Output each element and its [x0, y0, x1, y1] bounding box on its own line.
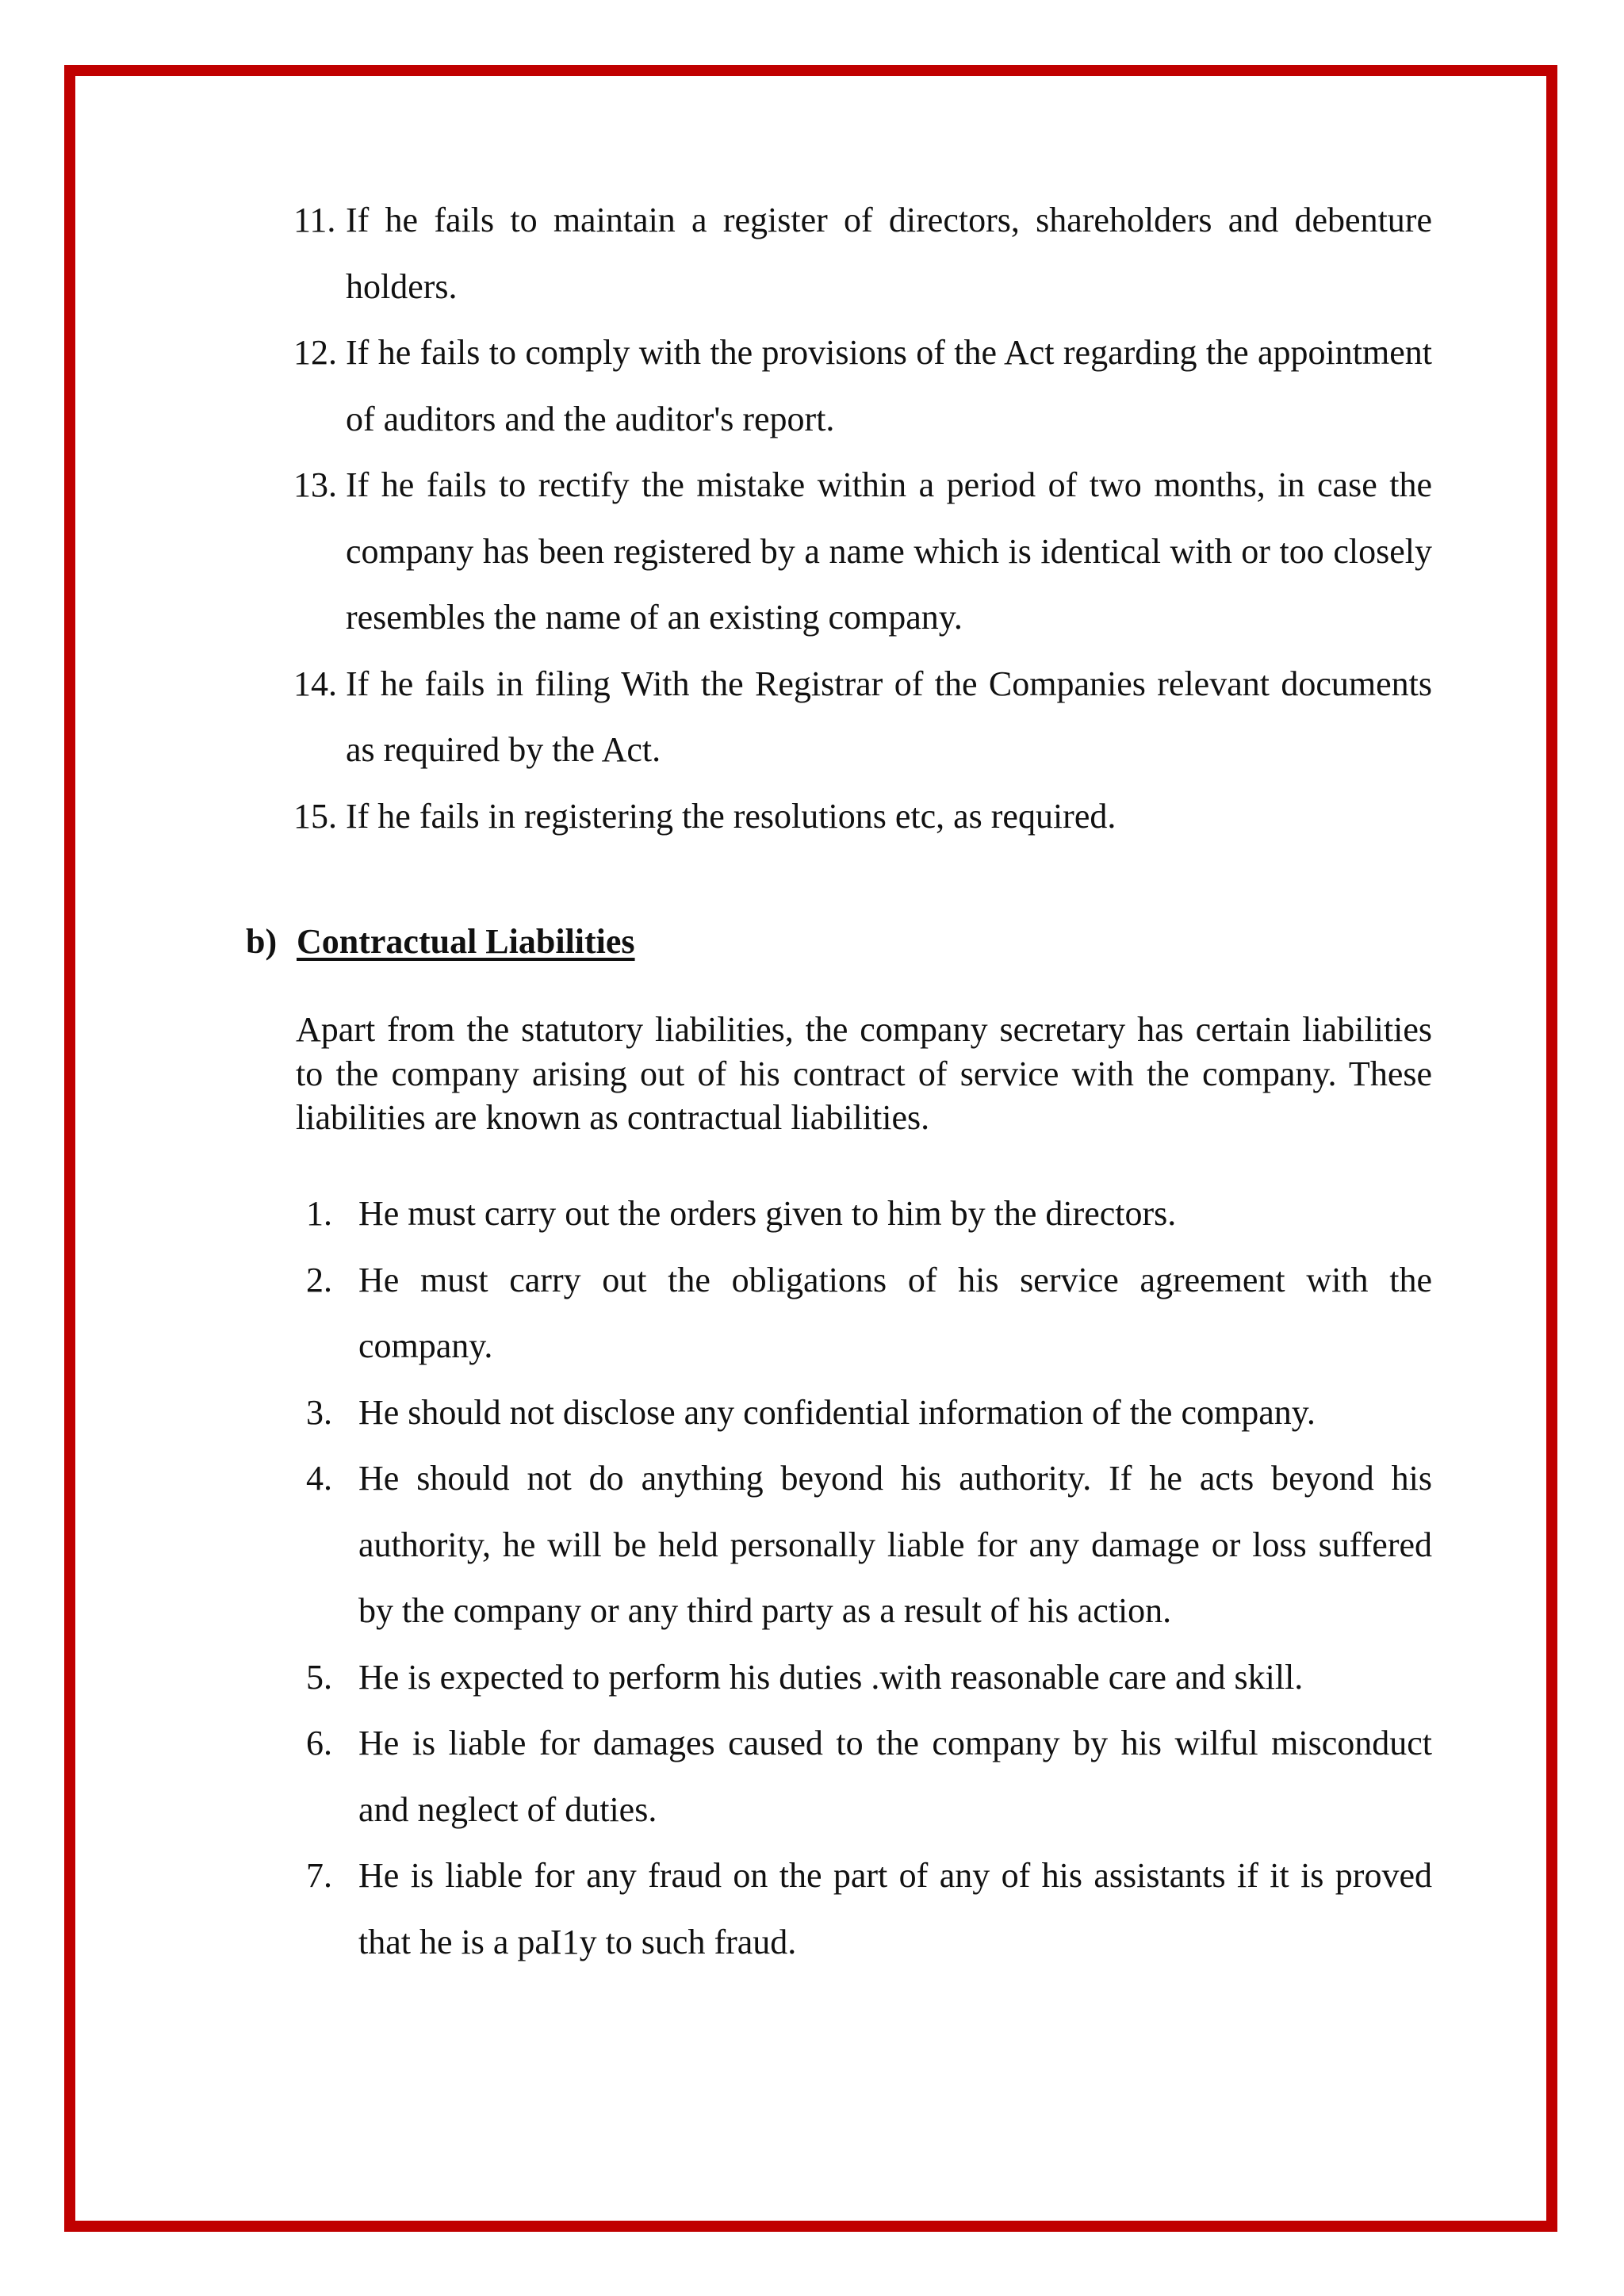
list-item-text: He should not disclose any confidential information of the company. [358, 1392, 1316, 1432]
list-item [293, 783, 1432, 850]
list-item-number: 15. [293, 796, 337, 836]
list-item [306, 1843, 1432, 1975]
list-item-number: 2. [306, 1260, 332, 1299]
list-item-number: 7. [306, 1856, 332, 1895]
list-item [293, 320, 1432, 452]
list-item-text: He is liable for damages caused to the company by his wilful misconduct and neglect of duties. [358, 1724, 1432, 1829]
list-item-text: He must carry out the orders given to him by the directors. [358, 1194, 1177, 1233]
list-item [306, 1181, 1432, 1247]
list-item-number: 6. [306, 1724, 332, 1762]
list-item [306, 1710, 1432, 1843]
list-item-number: 5. [306, 1657, 332, 1697]
list-item [306, 1644, 1432, 1711]
list-item-text: He must carry out the obligations of his service agreement with the company. [358, 1260, 1432, 1365]
list-item-text: He is liable for any fraud on the part of any of his assistants if it is proved that he is a paI1y to such fraud. [358, 1856, 1432, 1961]
list-item-number: 12. [293, 333, 337, 372]
list-item-text: If he fails in filing With the Registrar of the Companies relevant documents as required by the Act. [346, 664, 1432, 769]
section-marker: b) [246, 922, 278, 961]
list-item [306, 1445, 1432, 1644]
contractual-liabilities-list [306, 1181, 1432, 1975]
list-item [306, 1380, 1432, 1446]
list-item-number: 4. [306, 1459, 332, 1498]
list-item-text: If he fails in registering the resolutions etc, as required. [346, 796, 1116, 836]
list-item-number: 14. [293, 664, 337, 703]
section-intro-paragraph: Apart from the statutory liabilities, the company secretary has certain liabilities to the company arising out of his contract of service with the company. These liabilities are known as contractual liabilities. [296, 1010, 1432, 1137]
list-item-text: He is expected to perform his duties .with reasonable care and skill. [358, 1657, 1304, 1697]
list-item [293, 651, 1432, 783]
list-item-number: 3. [306, 1392, 332, 1432]
list-item-number: 11. [293, 201, 336, 239]
list-item [306, 1247, 1432, 1380]
section-heading [246, 918, 635, 966]
list-item-number: 13. [293, 465, 337, 504]
list-item-number: 1. [306, 1194, 332, 1233]
list-item-text: He should not do anything beyond his authority. If he acts beyond his authority, he will be held personally liable for any damage or loss suffered by the company or any third party as a result of his action. [358, 1459, 1432, 1630]
list-item-text: If he fails to rectify the mistake within a period of two months, in case the company has been registered by a name which is identical with or too closely resembles the name of an existing company. [346, 465, 1432, 637]
statutory-liabilities-list [293, 187, 1432, 849]
list-item [293, 452, 1432, 651]
list-item-text: If he fails to maintain a register of directors, shareholders and debenture holders. [346, 201, 1432, 306]
list-item-text: If he fails to comply with the provisions of the Act regarding the appointment of auditors and the auditor's report. [346, 333, 1432, 438]
section-title: Contractual Liabilities [297, 922, 635, 961]
list-item [293, 187, 1432, 320]
